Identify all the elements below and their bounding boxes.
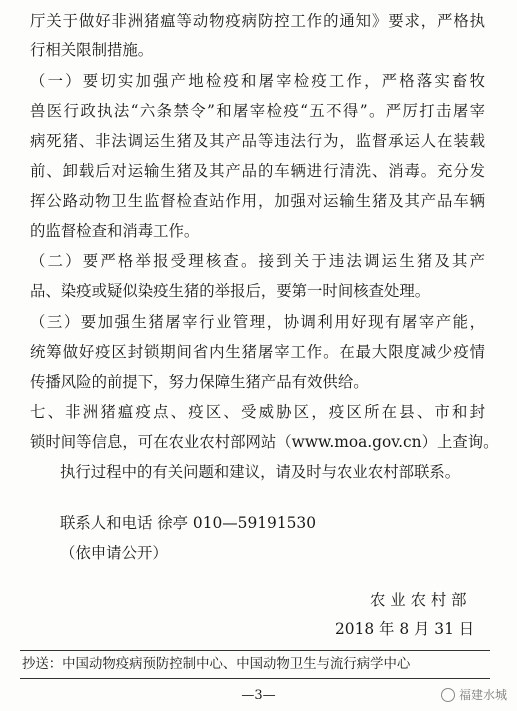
divider-bottom: [20, 678, 490, 679]
text-line: （一）要切实加强产地检疫和屠宰检疫工作，严格落实畜牧: [30, 72, 485, 90]
text-line: 前、卸载后对运输生猪及其产品的车辆进行清洗、消毒。充分发: [30, 162, 485, 180]
divider-top: [20, 650, 490, 651]
text-line: （三）要加强生猪屠宰行业管理，协调利用好现有屠宰产能，: [30, 313, 485, 331]
text-line: 行相关限制措施。: [30, 41, 154, 59]
text-line: 挥公路动物卫生监督检查站作用，加强对运输生猪及其产品车辆: [30, 192, 485, 210]
text-line: 病死猪、非法调运生猪及其产品等违法行为，监督承运人在装载: [30, 132, 485, 150]
issuer: 农 业 农 村 部: [370, 591, 467, 609]
text-line: 厅关于做好非洲猪瘟等动物疫病防控工作的通知》要求，严格执: [30, 12, 485, 30]
watermark: [441, 686, 507, 703]
text-line: 锁时间等信息，可在农业农村部网站（www.moa.gov.cn）上查询。: [30, 433, 499, 451]
issue-date: 2018 年 8 月 31 日: [335, 620, 475, 638]
text-line: 品、染疫或疑似染疫生猪的举报后，要第一时间核查处理。: [30, 282, 431, 300]
text-line: 七、非洲猪瘟疫点、疫区、受威胁区，疫区所在县、市和封: [30, 403, 485, 421]
wechat-logo-icon: [441, 688, 455, 702]
cc-line: 抄送：中国动物疫病预防控制中心、中国动物卫生与流行病学中心: [22, 657, 411, 672]
contact-info: 联系人和电话 徐亭 010—59191530: [60, 514, 317, 532]
text-line: 执行过程中的有关问题和建议，请及时与农业农村部联系。: [60, 463, 461, 481]
text-line: 传播风险的前提下，努力保障生猪产品有效供给。: [30, 373, 369, 391]
text-line: 兽医行政执法“六条禁令”和屠宰检疫“五不得”。严厉打击屠宰: [30, 102, 485, 120]
text-line: 统筹做好疫区封锁期间省内生猪屠宰工作。在最大限度减少疫情: [30, 343, 485, 361]
page-number: —3—: [241, 688, 276, 703]
watermark-text: 福建水城: [458, 688, 507, 702]
text-line: 的监督检查和消毒工作。: [30, 222, 200, 240]
disclosure-note: （依申请公开）: [60, 544, 168, 562]
text-line: （二）要严格举报受理核查。接到关于违法调运生猪及其产: [30, 252, 485, 270]
